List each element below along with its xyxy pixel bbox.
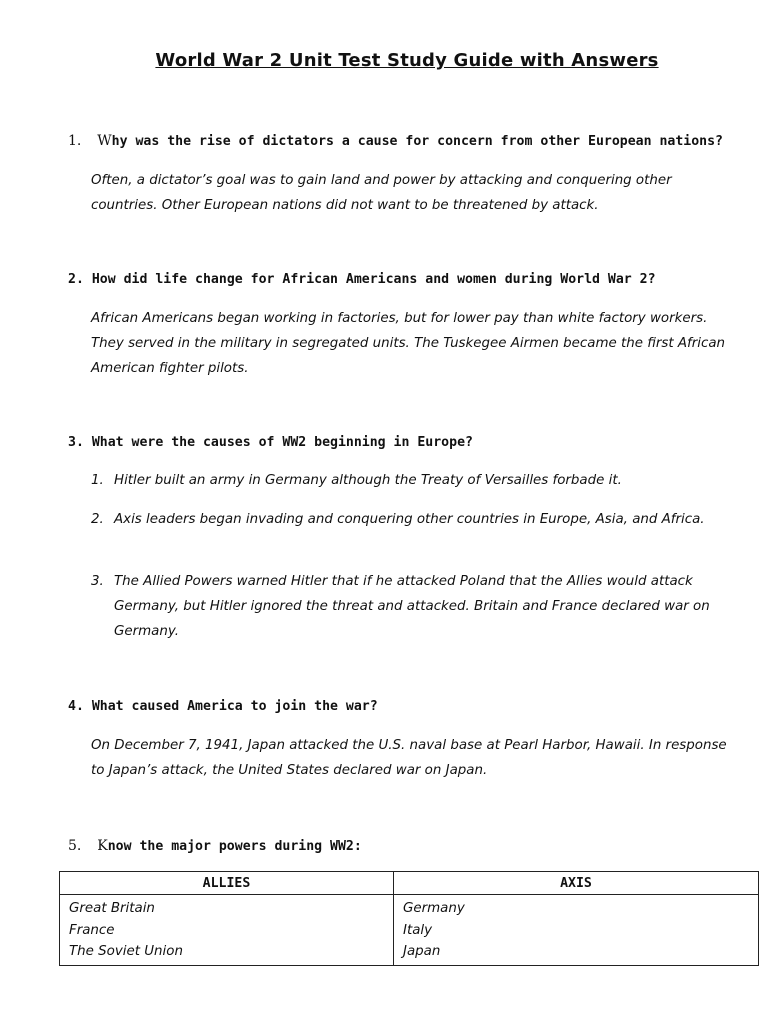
question-3-text: What were the causes of WW2 beginning in Europe? <box>91 435 473 450</box>
question-1-text: hy was the rise of dictators a cause for concern from other European nations? <box>111 134 723 149</box>
axis-country: Japan <box>403 944 441 959</box>
answer-1: Often, a dictator’s goal was to gain land and power by attacking and conquering other countries. Other European nations did not want to be threatened by attack. <box>91 173 672 213</box>
list-item-number: 2. <box>91 512 104 527</box>
question-4-text: What caused America to join the war? <box>91 699 378 714</box>
question-2 <box>68 272 656 287</box>
question-2-text: How did life change for African Americans and women during World War 2? <box>91 272 656 287</box>
allies-cell <box>60 895 394 966</box>
list-item <box>91 569 711 644</box>
list-item-text: The Allied Powers warned Hitler that if he attacked Poland that the Allies would attack Germany, but Hitler ignored the threat and attacked. Britain and France declared war on Germany. <box>114 574 710 639</box>
question-5-first-letter: K <box>97 838 108 854</box>
axis-cell <box>394 895 759 966</box>
question-4 <box>68 699 378 714</box>
table-row <box>60 895 759 966</box>
list-item-number: 1. <box>91 473 104 488</box>
question-1-number: 1. <box>68 133 82 149</box>
axis-header: AXIS <box>394 872 759 895</box>
list-item <box>91 468 711 493</box>
allies-country: The Soviet Union <box>69 944 183 959</box>
list-item <box>91 507 711 532</box>
axis-country: Germany <box>403 901 465 916</box>
allies-country: France <box>69 922 115 938</box>
list-item-text: Axis leaders began invading and conquering other countries in Europe, Asia, and Africa. <box>114 512 705 527</box>
list-item-number: 3. <box>91 574 104 589</box>
table-header-row <box>60 872 759 895</box>
major-powers-table <box>59 871 759 966</box>
allies-country: Great Britain <box>69 901 155 916</box>
question-3 <box>68 435 473 450</box>
question-1 <box>68 133 723 149</box>
list-item-text: Hitler built an army in Germany although the Treaty of Versailles forbade it. <box>114 473 622 488</box>
question-5-number: 5. <box>68 838 82 854</box>
question-1-first-letter: W <box>97 133 112 149</box>
question-3-number: 3. <box>68 435 84 450</box>
axis-country: Italy <box>403 922 433 938</box>
page-title: World War 2 Unit Test Study Guide with Answers <box>155 50 659 71</box>
question-4-number: 4. <box>68 699 84 714</box>
question-5 <box>68 838 362 854</box>
answer-2: African Americans began working in factories, but for lower pay than white factory workers. They served in the military in segregated units. The Tuskegee Airmen became the first African American fighter pilots. <box>91 311 726 376</box>
allies-header: ALLIES <box>60 872 394 895</box>
question-2-number: 2. <box>68 272 84 287</box>
answer-4: On December 7, 1941, Japan attacked the U.S. naval base at Pearl Harbor, Hawaii. In response to Japan’s attack, the United States declared war on Japan. <box>91 738 727 778</box>
question-5-text: now the major powers during WW2: <box>107 839 362 854</box>
